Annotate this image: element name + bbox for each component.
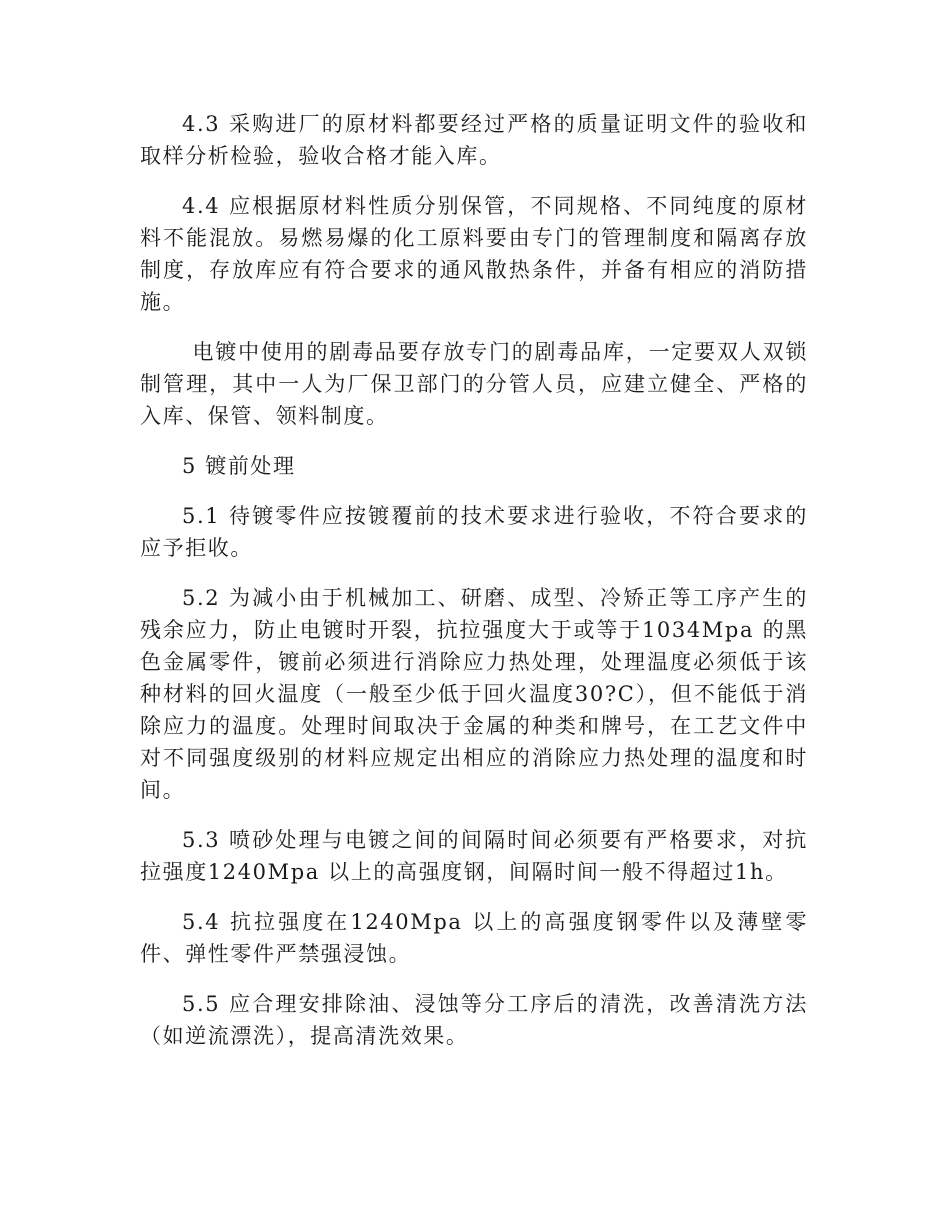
paragraph-toxic-storage: 电镀中使用的剧毒品要存放专门的剧毒品库，一定要双人双锁制管理，其中一人为厂保卫部门的分管人员，应建立健全、严格的入库、保管、领料制度。 — [140, 340, 808, 428]
paragraph-4-4: 4.4 应根据原材料性质分别保管，不同规格、不同纯度的原材料不能混放。易燃易爆的化工原料要由专门的管理制度和隔离存放制度，存放库应有符合要求的通风散热条件，并备有相应的消防措施。 — [140, 194, 808, 314]
paragraph-5-2: 5.2 为减小由于机械加工、研磨、成型、冷矫正等工序产生的残余应力，防止电镀时开裂，抗拉强度大于或等于1034Mpa 的黑色金属零件，镀前必须进行消除应力热处理，处理温度必须低于该种材料的回火温度（一般至少低于回火温度30?C），但不能低于消除应力的温度。处理时间取决于金属的种类和牌号，在工艺文件中对不同强度级别的材料应规定出相应的消除应力热处理的温度和时间。 — [140, 586, 808, 802]
section-heading-5: 5 镀前处理 — [182, 454, 296, 478]
paragraph-5-5: 5.5 应合理安排除油、浸蚀等分工序后的清洗，改善清洗方法（如逆流漂洗），提高清洗效果。 — [140, 992, 808, 1048]
paragraph-4-3: 4.3 采购进厂的原材料都要经过严格的质量证明文件的验收和取样分析检验，验收合格才能入库。 — [140, 112, 808, 168]
paragraph-5-1: 5.1 待镀零件应按镀覆前的技术要求进行验收，不符合要求的应予拒收。 — [140, 504, 808, 560]
document-page — [140, 108, 808, 1070]
paragraph-5-4: 5.4 抗拉强度在1240Mpa 以上的高强度钢零件以及薄壁零件、弹性零件严禁强浸蚀。 — [140, 910, 808, 966]
paragraph-5-3: 5.3 喷砂处理与电镀之间的间隔时间必须要有严格要求，对抗拉强度1240Mpa 以上的高强度钢，间隔时间一般不得超过1h。 — [140, 828, 808, 884]
